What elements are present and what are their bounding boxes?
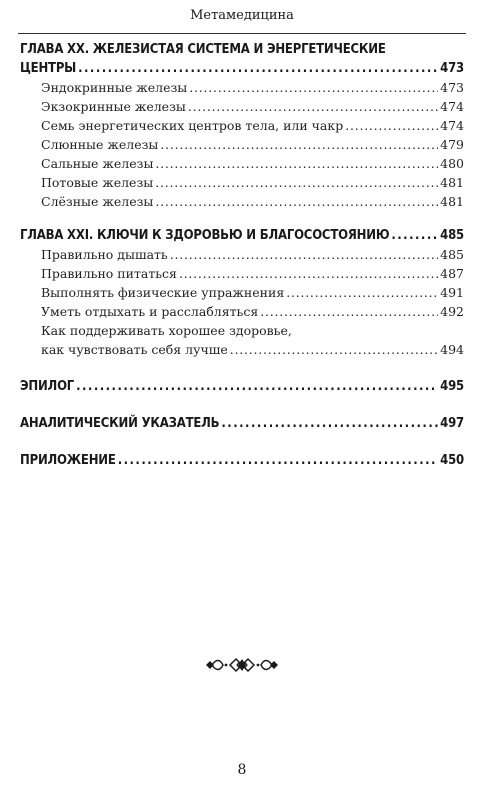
spacer [20, 211, 464, 226]
dot-leader [189, 78, 438, 97]
dot-leader [155, 154, 438, 173]
toc-entry[interactable] [20, 173, 464, 192]
page-number: 497 [440, 416, 464, 431]
spacer [20, 433, 464, 451]
section-title: АНАЛИТИЧЕСКИЙ УКАЗАТЕЛЬ [20, 416, 220, 431]
page-number: 494 [440, 342, 464, 357]
dot-leader [286, 283, 438, 302]
toc-entry[interactable] [20, 116, 464, 135]
dot-leader [230, 340, 438, 359]
page-number: 481 [440, 175, 464, 190]
dot-leader [155, 192, 438, 211]
page-number: 474 [440, 99, 464, 114]
dot-leader [221, 414, 438, 433]
entry-label: Выполнять физические упражнения [41, 285, 285, 300]
page-number: 473 [440, 61, 464, 76]
entry-label: Правильно дышать [41, 247, 168, 262]
dot-leader [188, 97, 438, 116]
entry-label: Слюнные железы [41, 137, 159, 152]
page-number-footer: 8 [237, 762, 247, 778]
page-number: 450 [440, 453, 464, 468]
entry-label-line2: как чувствовать себя лучше [41, 342, 228, 357]
toc-entry[interactable] [20, 97, 464, 116]
toc-entry[interactable] [20, 302, 464, 321]
page-number: 491 [440, 285, 464, 300]
dot-leader [76, 377, 438, 396]
toc-entry[interactable] [20, 283, 464, 302]
dot-leader [391, 226, 438, 245]
toc-entry-chapter-20[interactable] [20, 59, 464, 78]
dot-leader [179, 264, 438, 283]
toc-entry-index[interactable] [20, 414, 464, 433]
page-number: 485 [440, 228, 464, 243]
chapter-20-title-line2: ЦЕНТРЫ [20, 61, 77, 76]
spacer [20, 396, 464, 414]
toc-entry-epilogue[interactable] [20, 377, 464, 396]
dot-leader [155, 173, 438, 192]
entry-label: Эндокринные железы [41, 80, 188, 95]
dot-leader [78, 59, 438, 78]
entry-label: Семь энергетических центров тела, или чакр [41, 118, 344, 133]
page-number: 485 [440, 247, 464, 262]
page-number: 480 [440, 156, 464, 171]
page-number: 492 [440, 304, 464, 319]
page-number: 495 [440, 379, 464, 394]
toc-entry[interactable] [20, 192, 464, 211]
page-number: 487 [440, 266, 464, 281]
dot-leader [118, 451, 438, 470]
page-number: 481 [440, 194, 464, 209]
dot-leader [160, 135, 438, 154]
section-title: ЭПИЛОГ [20, 379, 75, 394]
entry-label: Уметь отдыхать и расслабляться [41, 304, 259, 319]
entry-label: Потовые железы [41, 175, 154, 190]
dot-leader [260, 302, 438, 321]
table-of-contents [20, 40, 464, 470]
entry-label: Правильно питаться [41, 266, 177, 281]
running-header: Метамедицина [190, 8, 294, 23]
toc-entry[interactable] [20, 135, 464, 154]
section-title: ПРИЛОЖЕНИЕ [20, 453, 116, 468]
page-number: 473 [440, 80, 464, 95]
dot-leader [345, 116, 438, 135]
toc-entry[interactable] [20, 264, 464, 283]
page-number: 474 [440, 118, 464, 133]
dot-leader [170, 245, 438, 264]
entry-label-line1: Как поддерживать хорошее здоровье, [41, 323, 292, 338]
toc-entry[interactable] [20, 78, 464, 97]
page-number: 479 [440, 137, 464, 152]
entry-label: Экзокринные железы [41, 99, 186, 114]
toc-entry[interactable] [20, 154, 464, 173]
toc-entry-appendix[interactable] [20, 451, 464, 470]
toc-entry[interactable] [20, 340, 464, 359]
header-rule [18, 33, 466, 34]
chapter-21-title: ГЛАВА XXI. КЛЮЧИ К ЗДОРОВЬЮ И БЛАГОСОСТОЯНИЮ [20, 228, 390, 243]
entry-label: Слёзные железы [41, 194, 154, 209]
toc-entry-chapter-21[interactable] [20, 226, 464, 245]
spacer [20, 359, 464, 377]
decorative-fleuron-icon [0, 655, 484, 675]
chapter-20-title-line1: ГЛАВА XX. ЖЕЛЕЗИСТАЯ СИСТЕМА И ЭНЕРГЕТИЧЕСКИЕ [20, 42, 386, 57]
toc-entry[interactable] [20, 245, 464, 264]
entry-label: Сальные железы [41, 156, 154, 171]
